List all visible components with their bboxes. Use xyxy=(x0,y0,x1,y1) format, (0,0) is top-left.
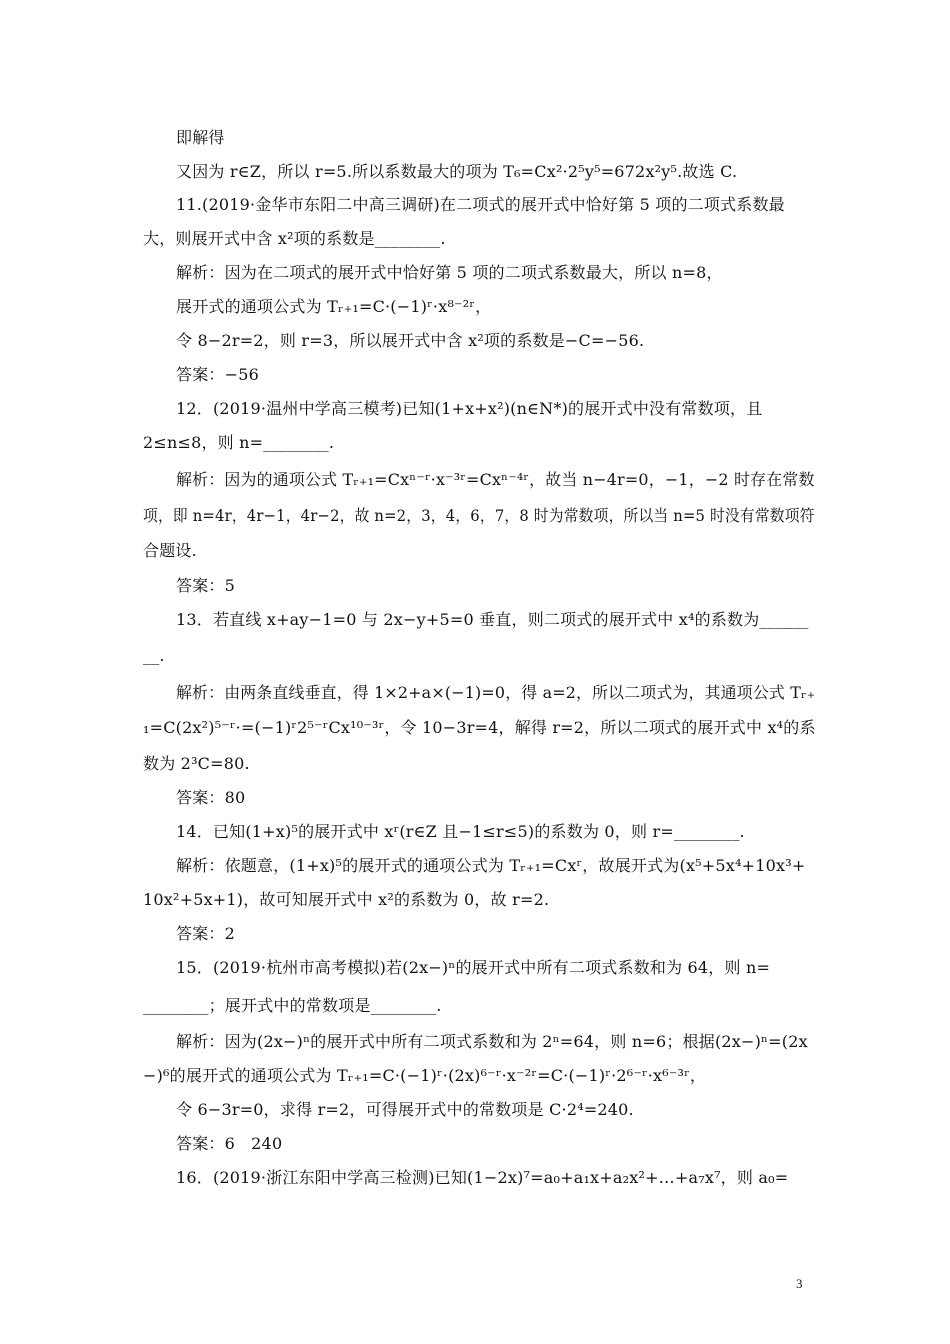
text-line: 10x²+5x+1)，故可知展开式中 x²的系数为 0，故 r=2. xyxy=(143,890,550,909)
text-line: 令 6−3r=0，求得 r=2，可得展开式中的常数项是 C·2⁴=240. xyxy=(176,1100,634,1119)
text-line: __. xyxy=(143,646,165,665)
text-line: 项，即 n=4r，4r−1，4r−2，故 n=2，3，4，6，7，8 时为常数项，所以当 n=5 时没有常数项符 xyxy=(143,506,815,525)
question-16: 16．(2019·浙江东阳中学高三检测)已知(1−2x)⁷=a₀+a₁x+a₂x²+…+a₇x⁷，则 a₀= xyxy=(176,1168,789,1187)
text-line: 展开式的通项公式为 Tᵣ₊₁=C·(−1)ʳ·x⁸⁻²ʳ， xyxy=(176,297,492,316)
text-line: 又因为 r∈Z，所以 r=5.所以系数最大的项为 T₆=Cx²·2⁵y⁵=672x²y⁵.故选 C. xyxy=(176,162,738,181)
text-line: 2≤n≤8，则 n=________. xyxy=(143,433,335,452)
text-line: 大，则展开式中含 x²项的系数是________. xyxy=(143,229,446,248)
solution-12: 解析：因为的通项公式 Tᵣ₊₁=Cxⁿ⁻ʳ·x⁻³ʳ=Cxⁿ⁻⁴ʳ，故当 n−4r=0，−1，−2 时存在常数 xyxy=(176,470,815,489)
answer-13: 答案：80 xyxy=(176,788,246,807)
question-13: 13．若直线 x+ay−1=0 与 2x−y+5=0 垂直，则二项式的展开式中 x⁴的系数为______ xyxy=(176,610,809,629)
page-number: 3 xyxy=(796,1276,803,1291)
answer-14: 答案：2 xyxy=(176,924,235,943)
text-line: ________；展开式中的常数项是________. xyxy=(143,996,442,1015)
solution-13: 解析：由两条直线垂直，得 1×2+a×(−1)=0，得 a=2，所以二项式为，其通项公式 Tᵣ₊ xyxy=(176,683,816,702)
solution-11: 解析：因为在二项式的展开式中恰好第 5 项的二项式系数最大，所以 n=8， xyxy=(176,263,723,282)
question-11: 11.(2019·金华市东阳二中高三调研)在二项式的展开式中恰好第 5 项的二项式系数最 xyxy=(176,195,785,214)
text-line: ₁=C(2x²)⁵⁻ʳ·=(−1)ʳ2⁵⁻ʳCx¹⁰⁻³ʳ，令 10−3r=4，解得 r=2，所以二项式的展开式中 x⁴的系 xyxy=(143,718,816,737)
answer-15: 答案：6 240 xyxy=(176,1134,283,1153)
text-line: 即解得 xyxy=(176,128,225,147)
question-14: 14．已知(1+x)⁵的展开式中 xʳ(r∈Z 且−1≤r≤5)的系数为 0，则 r=________. xyxy=(176,822,745,841)
solution-14: 解析：依题意，(1+x)⁵的展开式的通项公式为 Tᵣ₊₁=Cxʳ，故展开式为(x⁵+5x⁴+10x³+ xyxy=(176,856,806,875)
question-12: 12．(2019·温州中学高三模考)已知(1+x+x²)(n∈N*)的展开式中没有常数项，且 xyxy=(176,399,763,418)
question-15: 15．(2019·杭州市高考模拟)若(2x−)ⁿ的展开式中所有二项式系数和为 64，则 n= xyxy=(176,958,771,977)
solution-15: 解析：因为(2x−)ⁿ的展开式中所有二项式系数和为 2ⁿ=64，则 n=6；根据(2x−)ⁿ=(2x xyxy=(176,1032,808,1051)
text-line: 令 8−2r=2，则 r=3，所以展开式中含 x²项的系数是−C=−56. xyxy=(176,331,645,350)
answer-12: 答案：5 xyxy=(176,576,235,595)
text-line: 数为 2³C=80. xyxy=(143,754,250,773)
answer-11: 答案：−56 xyxy=(176,365,259,384)
text-line: 合题设. xyxy=(143,541,197,560)
text-line: −)⁶的展开式的通项公式为 Tᵣ₊₁=C·(−1)ʳ·(2x)⁶⁻ʳ·x⁻²ʳ=C·(−1)ʳ·2⁶⁻ʳ·x⁶⁻³ʳ， xyxy=(143,1066,707,1085)
